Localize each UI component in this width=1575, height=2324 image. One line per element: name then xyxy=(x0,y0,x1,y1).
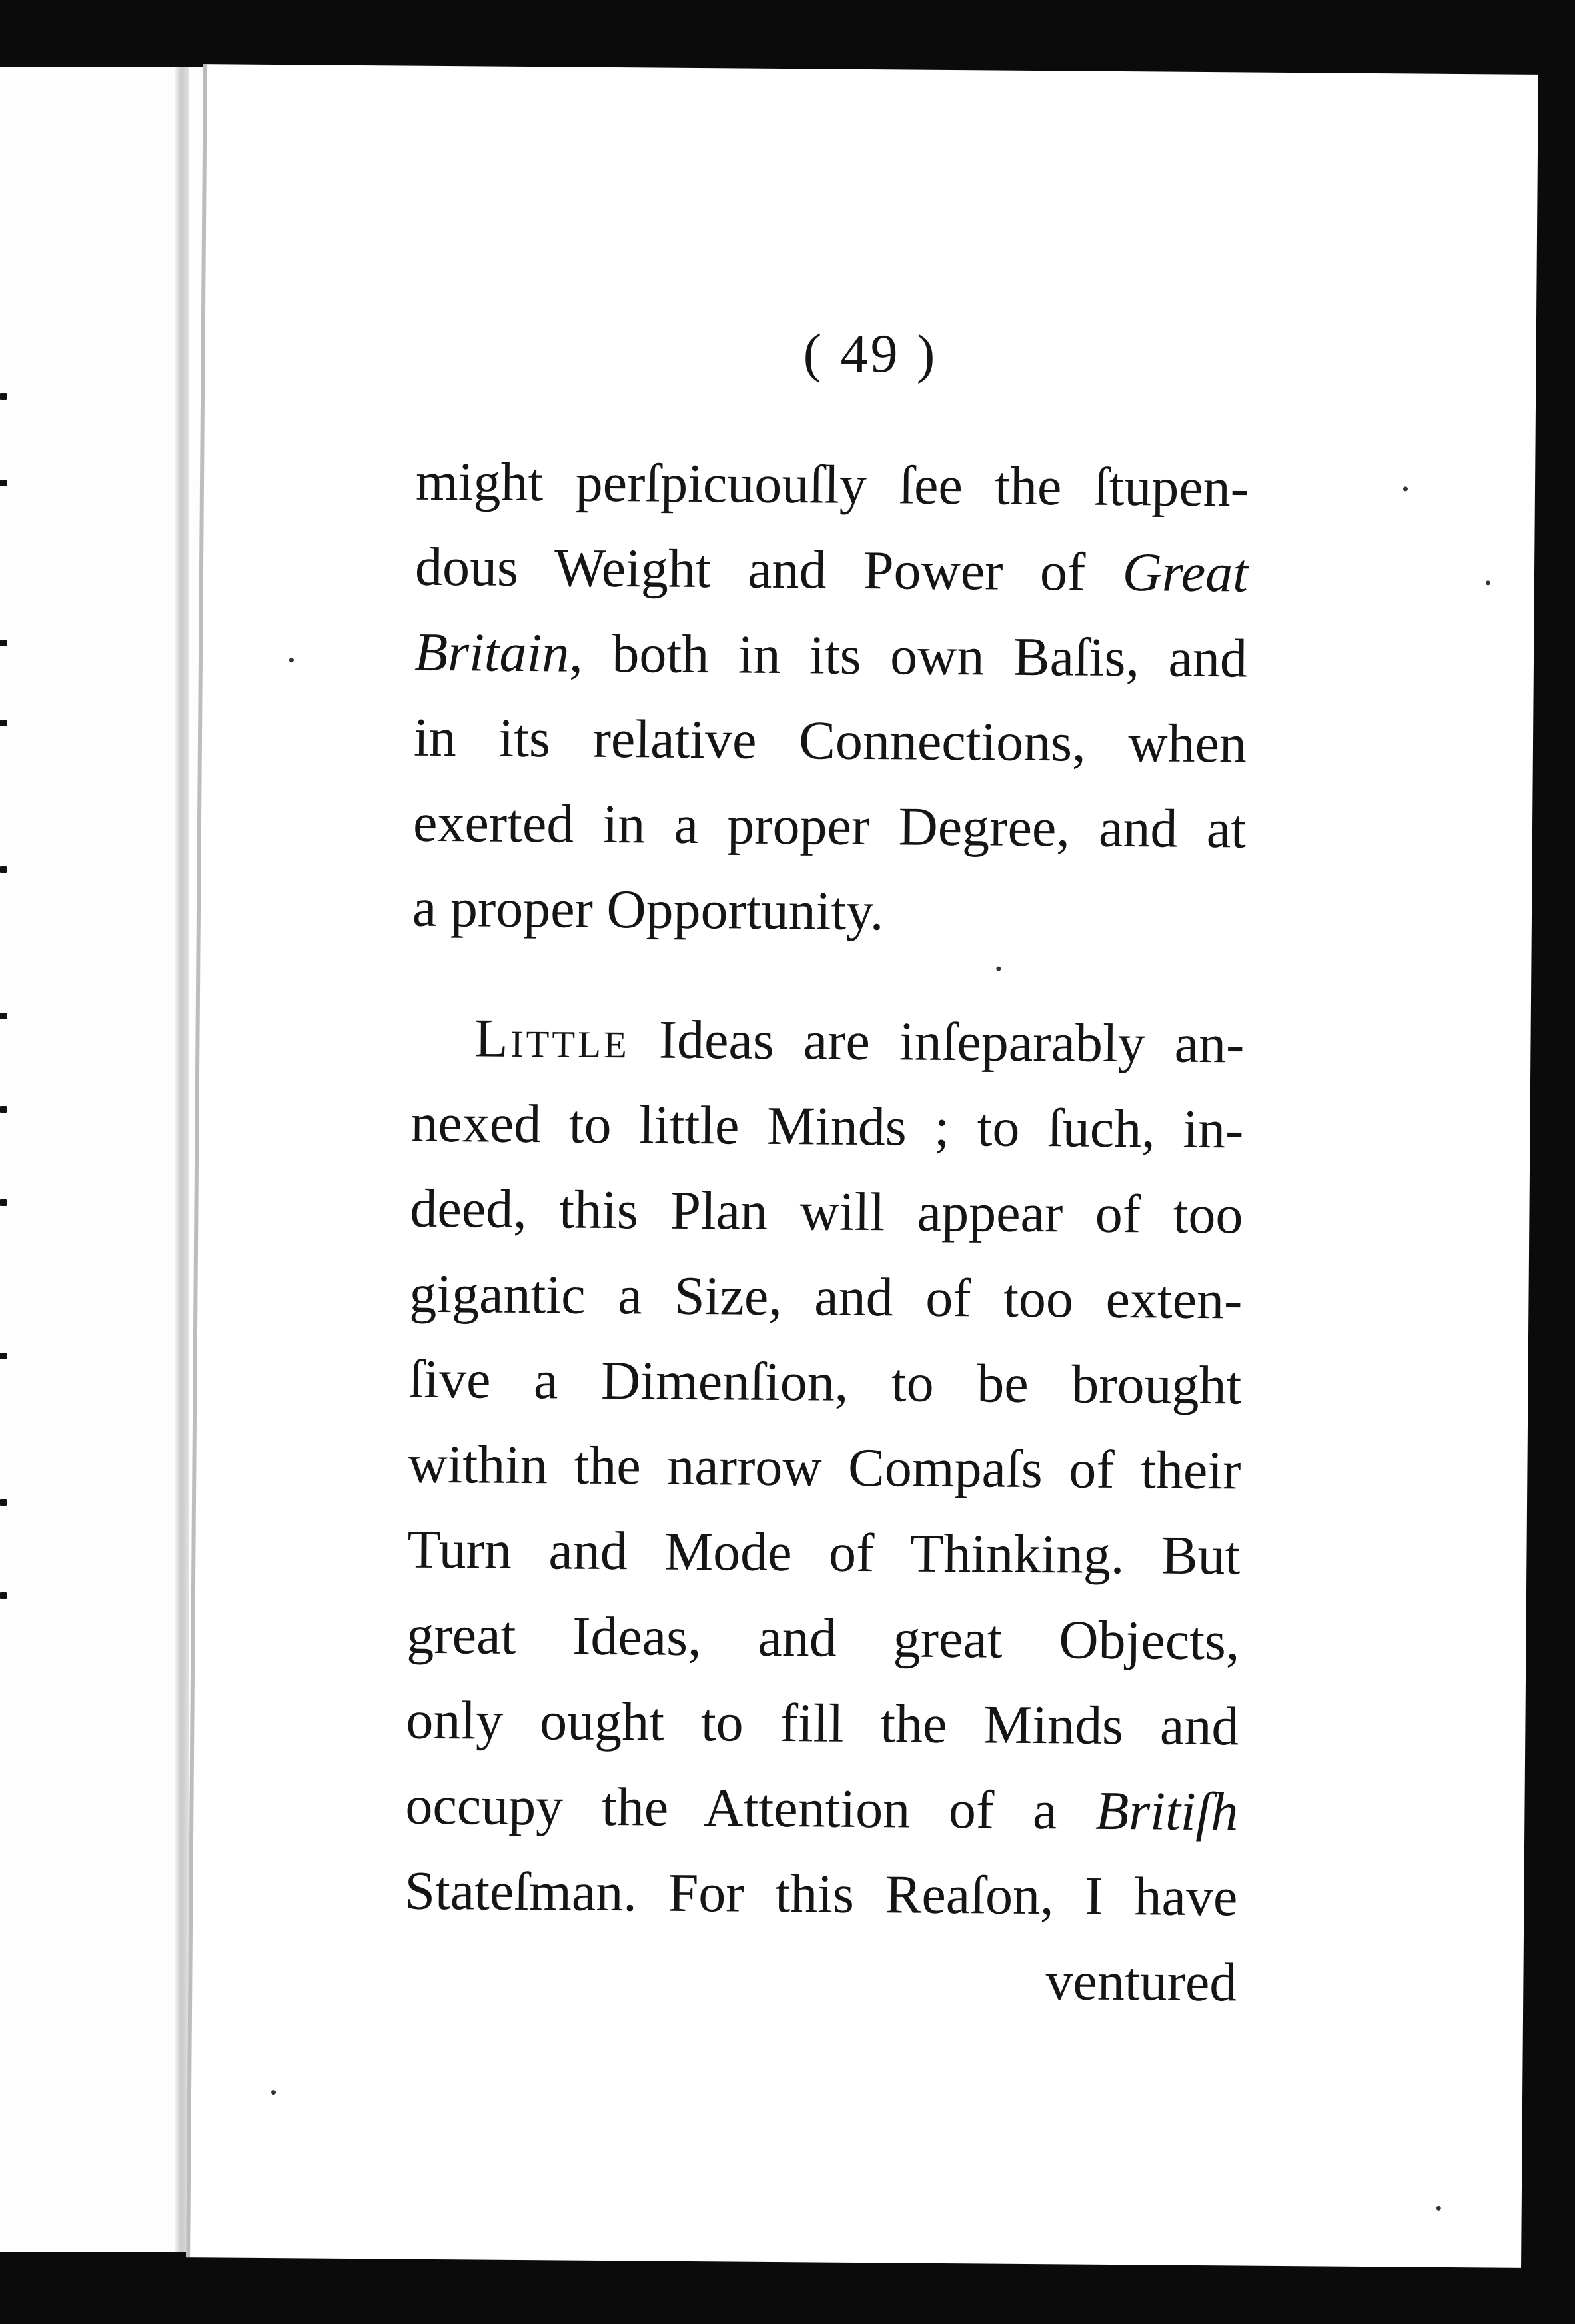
catchword: ventured xyxy=(1045,1950,1237,2013)
paper-speck xyxy=(1403,486,1408,491)
text-line: nexed to little Minds ; to ſuch, in- xyxy=(410,1092,1244,1160)
text-line: great Ideas, and great Objects, xyxy=(406,1604,1240,1672)
text-line: only ought to fill the Minds and xyxy=(406,1689,1239,1757)
text-line: deed, this Plan will appear of too xyxy=(410,1177,1243,1245)
text-line: might perſpicuouſly ſee the ſtupen- xyxy=(415,450,1249,518)
text-line: Stateſman. For this Reaſon, I have xyxy=(404,1860,1238,1928)
paper-speck xyxy=(289,658,294,662)
text-line: Little Ideas are inſeparably an- xyxy=(474,1007,1245,1075)
paper-speck xyxy=(1486,580,1490,585)
book-page xyxy=(186,64,1538,2268)
italic-word: Great xyxy=(1122,542,1249,604)
text-line: within the narrow Compaſs of their xyxy=(408,1433,1241,1501)
text-line: ſive a Dimenſion, to be brought xyxy=(408,1348,1242,1416)
small-caps-opening: Little xyxy=(474,1007,630,1070)
paper-speck xyxy=(1436,2206,1441,2211)
paragraph-2 xyxy=(404,995,1245,2026)
paragraph-1 xyxy=(412,439,1249,957)
text-line: Britain, both in its own Baſis, and xyxy=(414,621,1248,689)
book-gutter xyxy=(175,67,189,2252)
text-line: dous Weight and Power of Great xyxy=(414,536,1249,604)
paper-speck xyxy=(271,2090,276,2095)
text-line: gigantic a Size, and of too exten- xyxy=(409,1263,1243,1331)
text-line: occupy the Attention of a Britiſh xyxy=(405,1774,1239,1842)
paper-speck xyxy=(996,967,1001,971)
italic-word: Britiſh xyxy=(1095,1780,1239,1842)
text-line: Turn and Mode of Thinking. But xyxy=(407,1518,1241,1586)
text-line: in its relative Connections, when xyxy=(413,706,1247,774)
text-line: a proper Opportunity. xyxy=(412,877,884,942)
page-number: ( 49 ) xyxy=(803,322,938,384)
italic-word: Britain xyxy=(414,621,570,684)
text-line: exerted in a proper Degree, and at xyxy=(412,792,1247,860)
